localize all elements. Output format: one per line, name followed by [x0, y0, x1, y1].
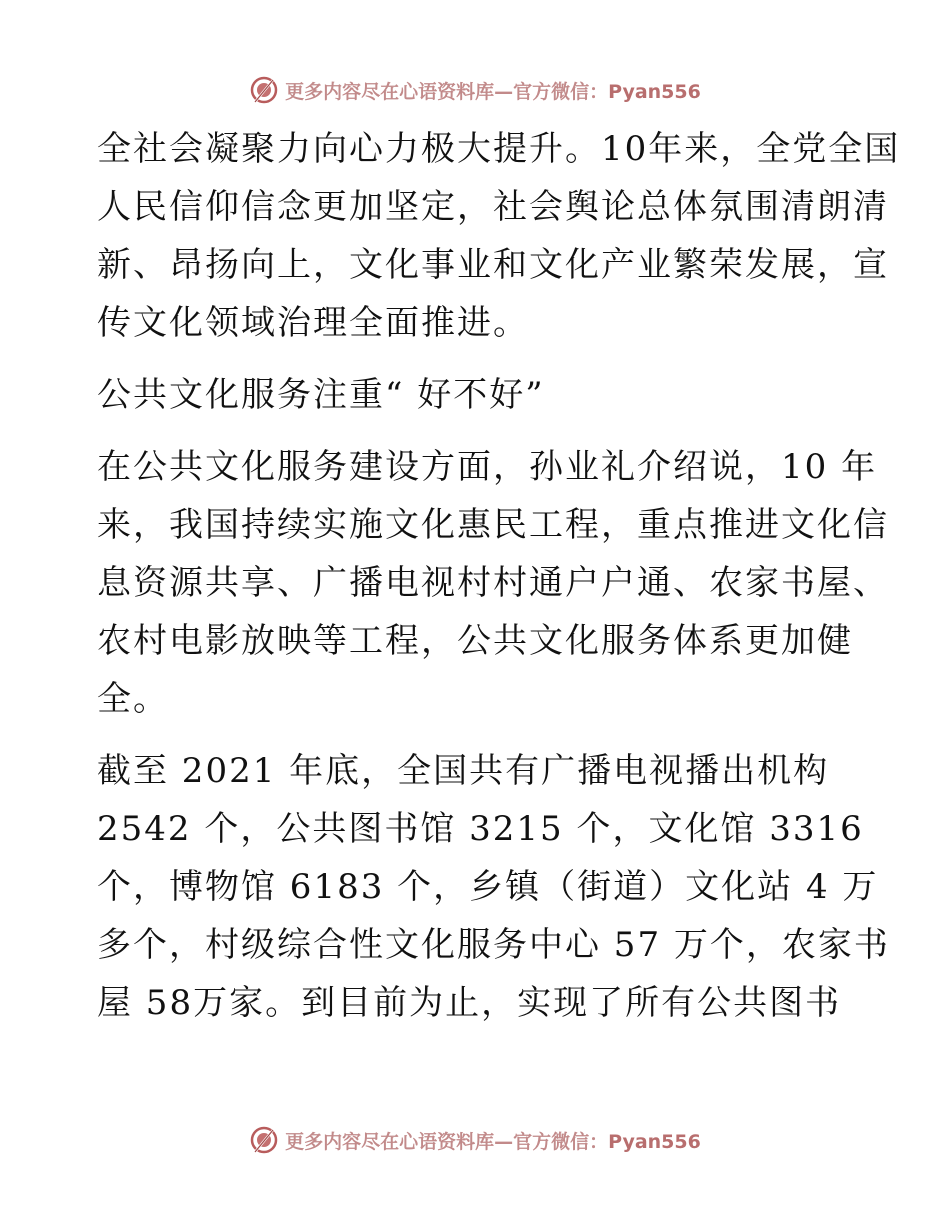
footer-banner: [0, 1120, 950, 1160]
banner-label: 更多内容尽在心语资料库—官方微信：: [285, 1130, 609, 1153]
text-line: 屋 58万家。到目前为止，实现了所有公共图书: [97, 983, 842, 1023]
text-line: 人民信仰信念更加坚定，社会舆论总体氛围清朗清: [97, 187, 889, 227]
paragraph-1: [97, 120, 901, 352]
banner-wechat-id: Pyan556: [608, 80, 701, 103]
text-line: 全。: [97, 679, 169, 719]
text-line: 2542 个，公共图书馆 3215 个，文化馆 3316: [97, 809, 864, 849]
document-body: [97, 120, 901, 1032]
banner-text: [285, 77, 701, 104]
banner-text: [285, 1127, 701, 1154]
text-line: 全社会凝聚力向心力极大提升。10年来，全党全国: [97, 129, 901, 169]
quill-logo-icon: [249, 75, 279, 105]
text-line: 新、昂扬向上，文化事业和文化产业繁荣发展，宣: [97, 245, 889, 285]
text-line: 多个，村级综合性文化服务中心 57 万个，农家书: [97, 925, 890, 965]
text-line: 传文化领域治理全面推进。: [97, 303, 529, 343]
text-line: 个，博物馆 6183 个，乡镇（街道）文化站 4 万: [97, 867, 879, 907]
heading-line: 公共文化服务注重“ 好不好”: [97, 375, 545, 415]
banner-wechat-id: Pyan556: [608, 1130, 701, 1153]
paragraph-3: [97, 742, 890, 1032]
text-line: 截至 2021 年底，全国共有广播电视播出机构: [97, 751, 830, 791]
header-banner: [0, 70, 950, 110]
text-line: 农村电影放映等工程，公共文化服务体系更加健: [97, 621, 853, 661]
text-line: 来，我国持续实施文化惠民工程，重点推进文化信: [97, 505, 889, 545]
quill-logo-icon: [249, 1125, 279, 1155]
text-line: 息资源共享、广播电视村村通户户通、农家书屋、: [97, 563, 889, 603]
section-heading: [97, 366, 857, 424]
banner-label: 更多内容尽在心语资料库—官方微信：: [285, 80, 609, 103]
text-line: 在公共文化服务建设方面，孙业礼介绍说，10 年: [97, 447, 878, 487]
paragraph-2: [97, 438, 889, 728]
